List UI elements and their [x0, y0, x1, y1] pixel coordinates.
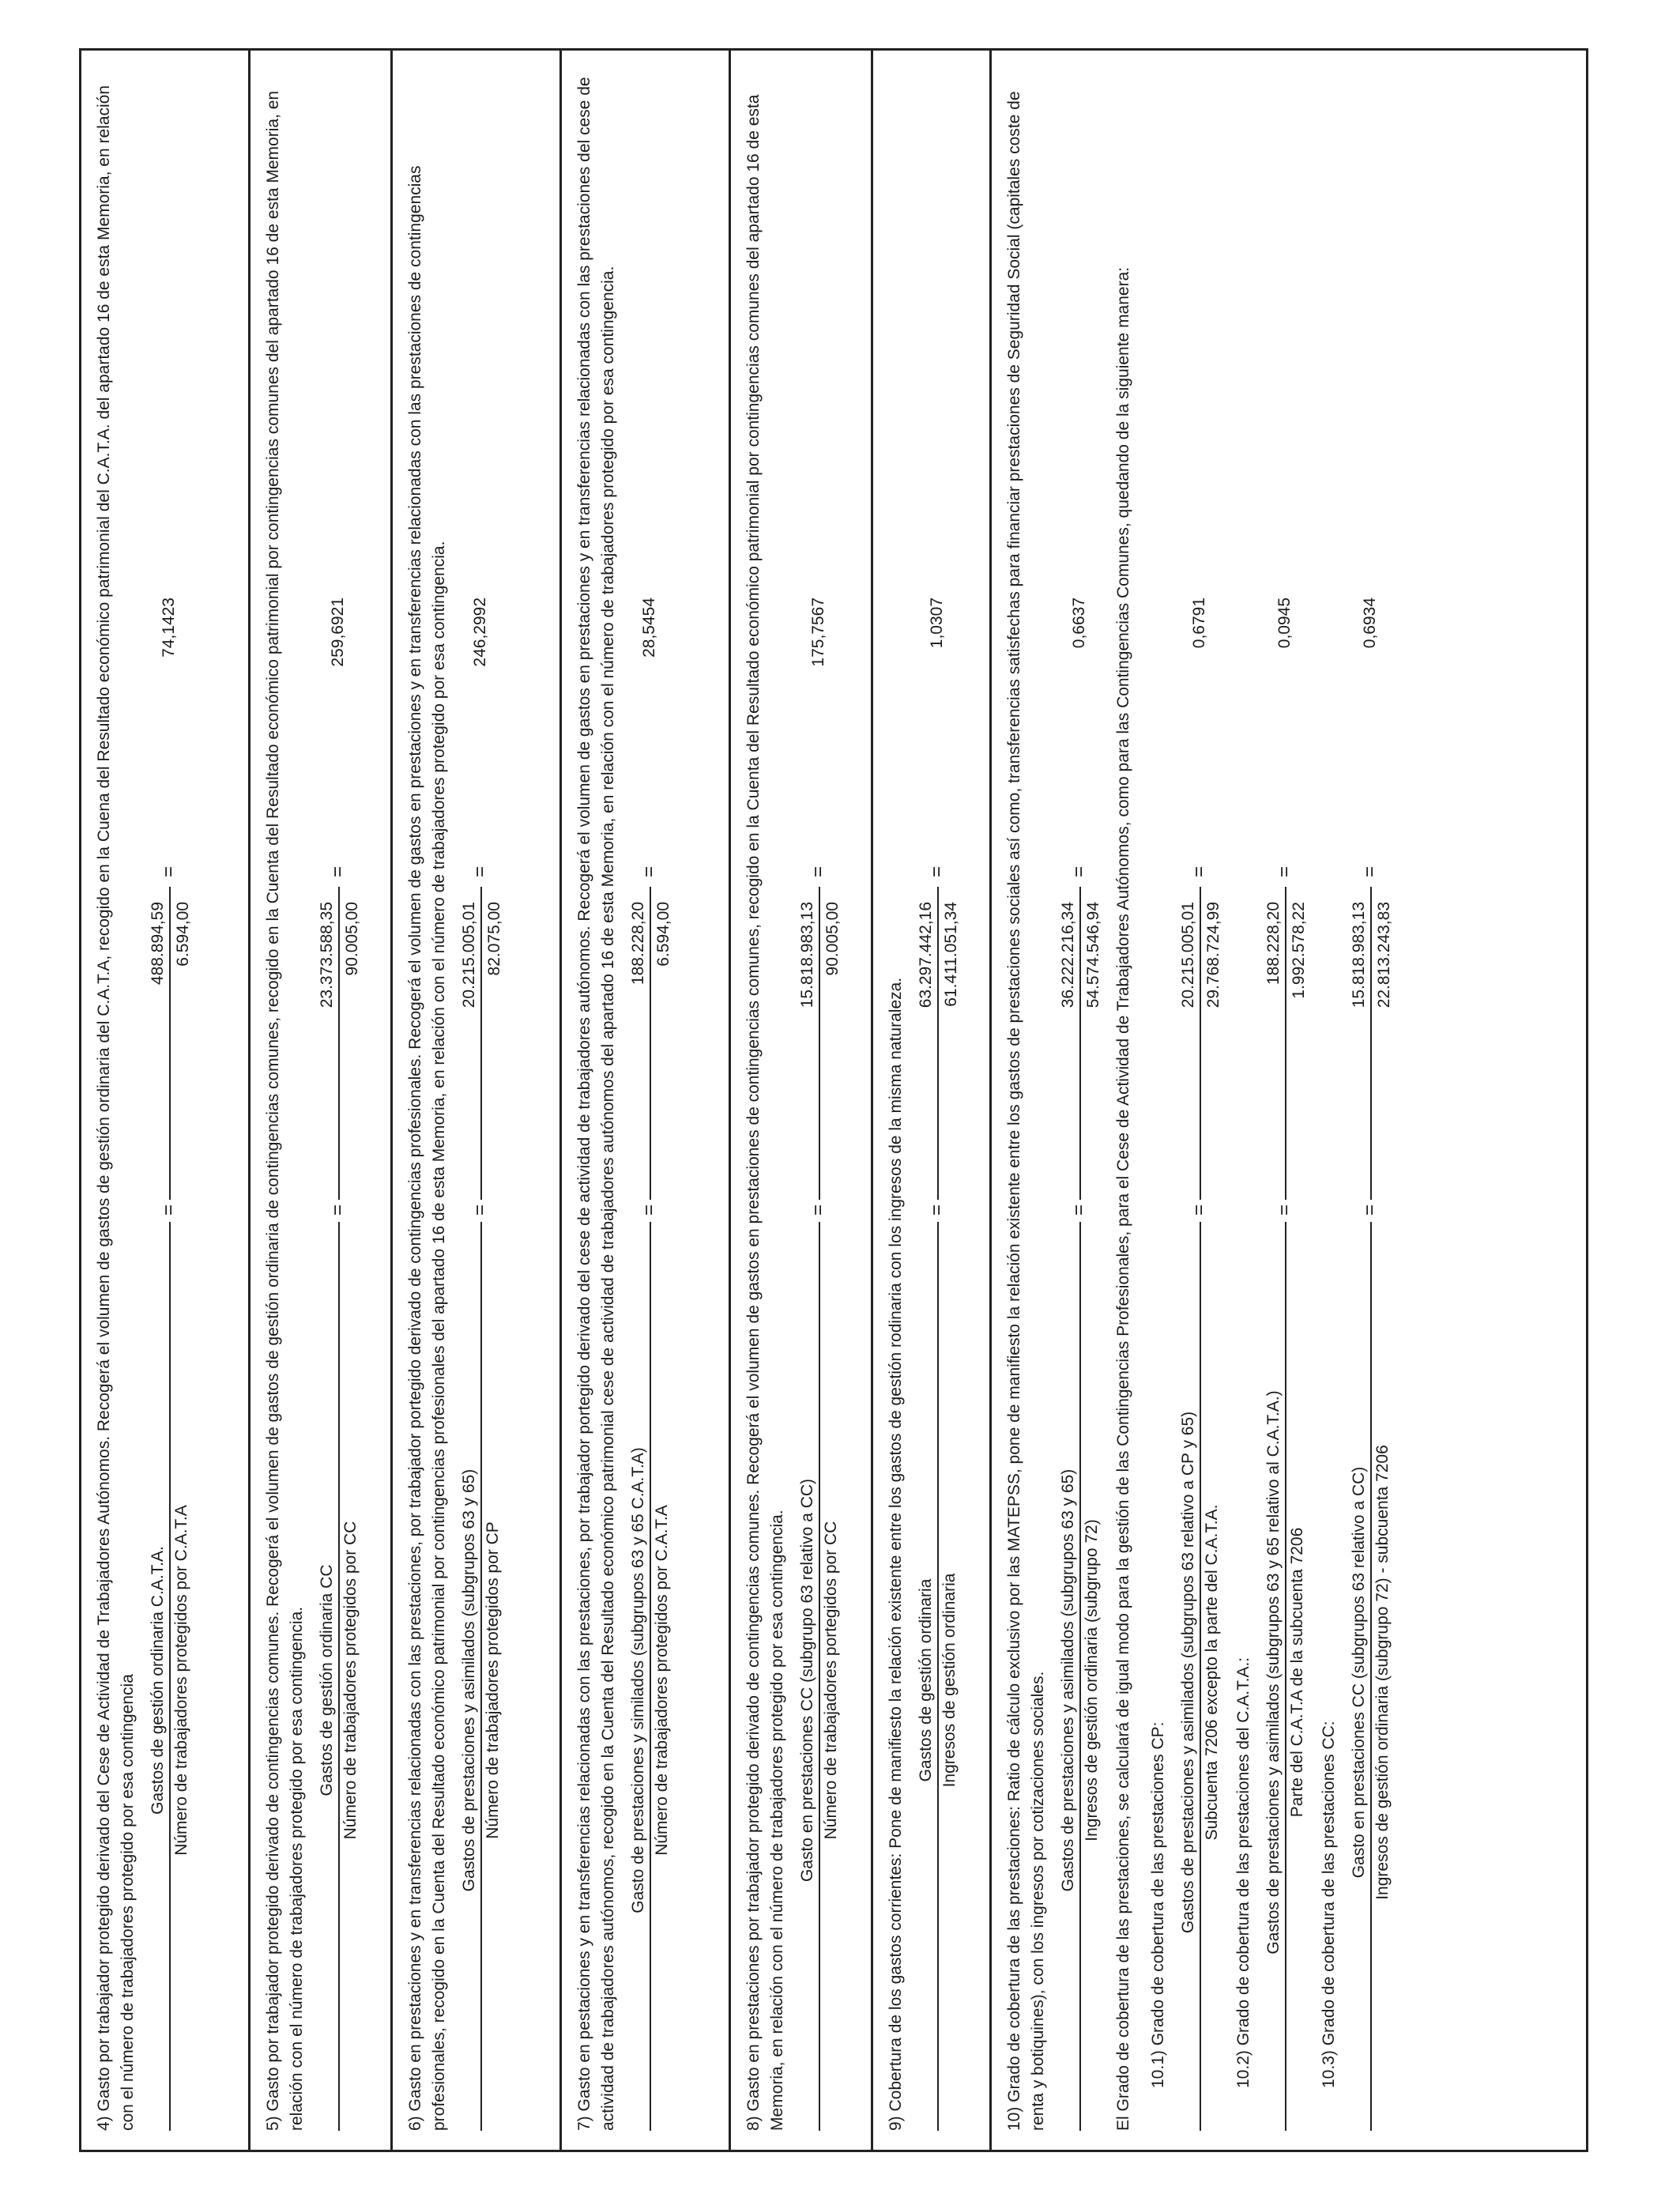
ratio-section-9: [873, 51, 992, 2150]
ratio-formula: [793, 74, 843, 2131]
ratio-section-8: [731, 51, 873, 2150]
section-description: 9) Cobertura de los gastos corrientes: Pone de manifiesto la relación existente entre los gastos de gestión rodinaria con los ingresos de la misma naturaleza.: [887, 977, 905, 2131]
ratio-formula-cc: [1344, 74, 1395, 2131]
fraction-line: [338, 1222, 340, 2131]
ratio-result: 74,1423: [160, 598, 178, 658]
numerator-label: Gastos de gestión ordinaria: [917, 1578, 935, 1782]
denominator-label: Parte del C.A.T.A de la subcuenta 7206: [1288, 1527, 1306, 1818]
ratio-formula: [1053, 74, 1104, 2131]
fraction-line: [1285, 1222, 1286, 2131]
equals-sign: =: [1188, 865, 1210, 877]
denominator-value: 6.594,00: [654, 902, 672, 967]
ratio-formula: [143, 74, 194, 2131]
ratio-section-7: [562, 51, 731, 2150]
ratio-section-4: [81, 51, 250, 2150]
section-description-2: El Grado de cobertura de las prestaciones, se calculará de igual modo para la gestión de las Contingencias Profesionales, para el Cese de Actividad de Trabajadores Autónomos, como para las Contingencias Comunes, quedando de la siguiente manera:: [1114, 266, 1132, 2131]
denominator-value: 1.992.578,22: [1290, 902, 1308, 999]
section-description: 7) Gasto en pestaciones y en transferencias relacionadas con las prestaciones, por trabajador portegido derivado del cese de actividad de trabajadores autónomos. Recogerá el volumen de gastos en prestaciones y en transferencias relacionadas con las prestaciones del cese de actividad de trabajadores autónomos, recogido en la Cuenta del Resultado económico patrimonial cese de actividad de trabajadores autónomos del apartado 16 de esta Memoria, en relación con el número de trabajadores protegido por esa contingencia.: [575, 77, 617, 2131]
numerator-value: 23.373.588,35: [318, 902, 336, 1008]
equals-sign: =: [1359, 1204, 1381, 1216]
section-description: 8) Gasto en prestaciones por trabajador protegido derivado de contingencias comunes. Recogerá el volumen de gastos en prestaciones de contingencias comunes, recogido en la Cuenta del Resultado económico patrimonial por contingencias comunes del apartado 16 de esta Memoria, en relación con el número de trabajadores protegido por esa contingencia.: [744, 94, 786, 2131]
equals-sign: =: [808, 865, 829, 877]
denominator-label: Número de trabajadores protegidos por C.A.T.A: [172, 1505, 190, 1856]
section-description: 5) Gasto por trabajador protegido derivado de contingencias comunes. Recogerá el volumen de gastos de gestión ordinaria de contingencias comunes, recogido en la Cuenta del Resultado económico patrimonial por contingencias comunes del apartado 16 de esta Memoria, en relación con el número de trabajadores protegido por esa contingencia.: [264, 90, 306, 2131]
numerator-value: 488.894,59: [149, 902, 167, 986]
denominator-label: Número de trabajadores protegidos por CC: [341, 1521, 360, 1840]
numerator-label: Gastos de gestión ordinaria C.A.T.A.: [149, 1546, 167, 1815]
ratio-section-5: [250, 51, 393, 2150]
denominator-label: Número de trabajadores portegidos por CC: [822, 1521, 840, 1840]
equals-sign: =: [327, 865, 348, 877]
fraction-line: [1370, 1222, 1372, 2131]
equals-sign: =: [1359, 865, 1381, 877]
fraction-line: [480, 1222, 482, 2131]
ratio-result: 246,2992: [471, 598, 489, 667]
denominator-label: Ingresos de gestión ordinaria: [940, 1573, 959, 1788]
ratio-formula: [454, 74, 505, 2131]
numerator-label: Gastos de prestaciones y asimilados (subgrupos 63 y 65): [1059, 1468, 1077, 1892]
equals-sign: =: [469, 1204, 491, 1216]
numerator-label: Gasto de prestaciones y similados (subgrupos 63 y 65 C.A.T.A): [629, 1447, 647, 1913]
numerator-label: Gasto en prestaciones CC (subgrupo 63 relativo a CC): [798, 1478, 816, 1883]
ratio-section-10: [992, 51, 1586, 2150]
equals-sign: =: [1188, 1204, 1210, 1216]
ratio-section-6: [393, 51, 562, 2150]
ratio-result: 175,7567: [809, 598, 827, 667]
denominator-label: Ingresos de gestión ordinaria (subgrupo 72) - subcuenta 7206: [1373, 1445, 1392, 1900]
numerator-value: 36.222.216,34: [1059, 902, 1077, 1008]
subsection-title: 10.2) Grado de cobertura de las prestaciones del C.A.T.A.:: [1234, 1657, 1252, 2088]
denominator-value: 90.005,00: [343, 902, 361, 976]
numerator-value: 20.215.005,01: [460, 902, 478, 1008]
fraction-line: [169, 1222, 171, 2131]
ratio-result: 1,0307: [928, 598, 946, 649]
numerator-value: 63.297.442,16: [917, 902, 935, 1008]
denominator-value: 6.594,00: [174, 902, 192, 967]
section-description: 6) Gasto en prestaciones y en transferencias relacionadas con las prestaciones, por trabajador portegido derivado de contingencias profesionales. Recogerá el volumen de gastos en prestaciones y en transferencias relacionadas con las prestaciones de contingencias profesionales, recogido en la Cuenta del Resultado económico patrimonial por contingencias profesionales del apartado 16 de esta Memoria, en relación con el número de trabajadores protegido por esa contingencia.: [406, 165, 448, 2131]
denominator-value: 22.813.243,83: [1375, 902, 1393, 1008]
ratio-formula-cata: [1259, 74, 1309, 2131]
fraction-line: [650, 1222, 651, 2131]
subsection-title: 10.1) Grado de cobertura de las prestaciones CP:: [1149, 1721, 1167, 2088]
ratio-formula-cp: [1173, 74, 1224, 2131]
equals-sign: =: [469, 865, 491, 877]
equals-sign: =: [158, 1204, 179, 1216]
equals-sign: =: [638, 865, 660, 877]
equals-sign: =: [808, 1204, 829, 1216]
denominator-label: Subcuenta 7206 excepto la parte del C.A.T.A.: [1203, 1504, 1221, 1841]
equals-sign: =: [1068, 1204, 1090, 1216]
numerator-label: Gastos de prestaciones y asimilados (subgrupos 63 y 65 relativo al C.A.T.A.): [1264, 1390, 1283, 1955]
equals-sign: =: [926, 1204, 947, 1216]
subsection-title: 10.3) Grado de cobertura de las prestaciones CC:: [1320, 1721, 1338, 2088]
ratio-result: 0,6791: [1190, 598, 1208, 649]
fraction-line: [819, 1222, 820, 2131]
fraction-line: [1200, 1222, 1201, 2131]
ratio-formula: [312, 74, 363, 2131]
denominator-label: Número de trabajadores protegidos por C.A.T.A: [653, 1505, 671, 1856]
document-page: [79, 48, 1588, 2152]
numerator-value: 188.228,20: [629, 902, 647, 986]
denominator-value: 61.411.051,34: [942, 902, 960, 1007]
equals-sign: =: [1274, 865, 1295, 877]
ratio-result: 259,6921: [329, 598, 347, 667]
numerator-label: Gastos de gestión ordinaria CC: [318, 1564, 336, 1796]
ratio-result: 0,6637: [1070, 598, 1088, 649]
ratio-result: 28,5454: [640, 598, 658, 658]
numerator-value: 20.215.005,01: [1179, 902, 1197, 1008]
section-description: 4) Gasto por trabajador protegido derivado del Cese de Actividad de Trabajadores Autónomos. Recogerá el volumen de gastos de gestión ordinaria del C.A.T.A, recogido en la Cuena del Resultado económico patrimonial del C.A.T.A. del apartado 16 de esta Memoria, en relación con el número de trabajadores protegido por esa contingencia: [95, 85, 137, 2131]
numerator-label: Gastos de prestaciones y asimilados (subgrupos 63 y 65): [460, 1468, 478, 1892]
equals-sign: =: [327, 1204, 348, 1216]
denominator-value: 82.075,00: [485, 902, 503, 976]
equals-sign: =: [1068, 865, 1090, 877]
section-description: 10) Grado de cobertura de las prestaciones: Ratio de cálculo exclusivo por las MATEPSS, pone de manifiesto la relación existente entre los gastos de prestaciones sociales así como, transferencias satisfechas para financiar prestaciones de Seguridad Social (capitales coste de renta y botiquines), con los ingresos por cotizaciones sociales.: [1005, 91, 1047, 2131]
ratio-formula: [623, 74, 674, 2131]
fraction-line: [1079, 1222, 1081, 2131]
denominator-label: Número de trabajadores protegidos por CP: [484, 1521, 502, 1839]
numerator-value: 188.228,20: [1264, 902, 1283, 986]
denominator-label: Ingresos de gestión ordinaria (subgrupo 72): [1083, 1519, 1101, 1842]
denominator-value: 54.574.546,94: [1084, 902, 1102, 1008]
numerator-value: 15.818.983,13: [798, 902, 816, 1008]
equals-sign: =: [1274, 1204, 1295, 1216]
denominator-value: 29.768.724,99: [1204, 902, 1222, 1008]
ratio-result: 0,6934: [1361, 598, 1379, 649]
equals-sign: =: [926, 865, 947, 877]
fraction-line: [937, 1222, 939, 2131]
numerator-value: 15.818.983,13: [1350, 902, 1368, 1008]
numerator-label: Gastos de prestaciones y asimilados (subgrupos 63 relativo a CP y 65): [1179, 1411, 1197, 1934]
numerator-label: Gasto en prestaciones CC (subgrupos 63 relativo a CC): [1350, 1466, 1368, 1879]
denominator-value: 90.005,00: [823, 902, 842, 976]
ratio-result: 0,0945: [1275, 598, 1294, 649]
ratio-formula: [911, 74, 962, 2131]
equals-sign: =: [158, 865, 179, 877]
equals-sign: =: [638, 1204, 660, 1216]
